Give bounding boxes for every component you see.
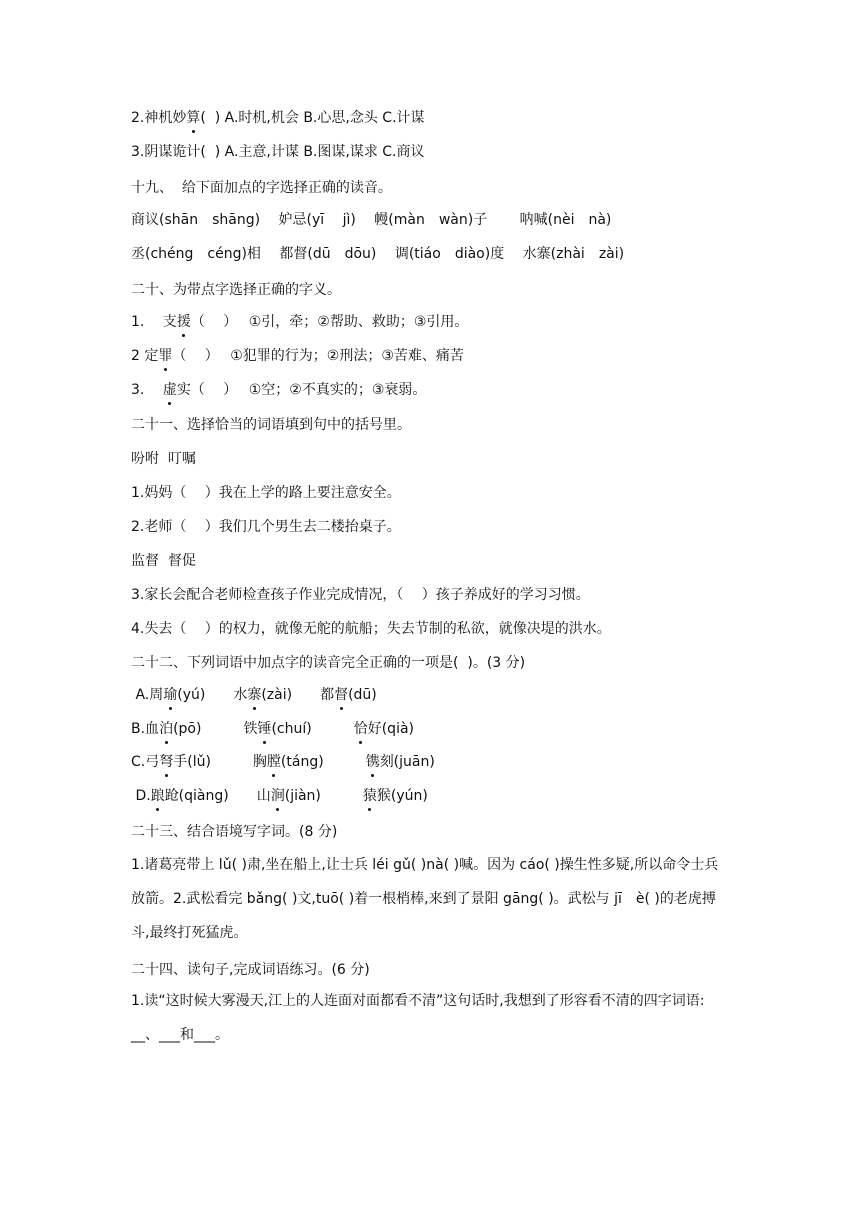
word-options: 吩咐 叮嘱 bbox=[131, 451, 196, 467]
question-line: 1.妈妈（ ）我在上学的路上要注意安全。 bbox=[131, 485, 401, 501]
section-heading: 二十四、读句子,完成词语练习。(6 分) bbox=[131, 962, 370, 978]
option-a: A.周瑜(yú) 水寨(zài) 都督(dū) bbox=[131, 687, 377, 703]
option-c: C.弓弩手(lǔ) 胸膛(táng) 镌刻(juān) bbox=[131, 754, 435, 770]
section-heading: 二十三、结合语境写字词。(8 分) bbox=[131, 824, 338, 840]
question-line: 2.神机妙算( ) A.时机,机会 B.心思,念头 C.计谋 bbox=[131, 110, 425, 126]
question-line: 4.失去（ ）的权力，就像无舵的航船；失去节制的私欲，就像决堤的洪水。 bbox=[131, 621, 611, 637]
pinyin-choices: 丞(chéng céng)相 都督(dū dōu) 调(tiáo diào)度 水寨(zhài zài) bbox=[131, 246, 625, 262]
paragraph: 1.诸葛亮带上 lǔ( )肃,坐在船上,让士兵 léi gǔ( )nà( )喊。因为 cáo( )操生性多疑,所以命令士兵放箭。2.武松看完 bǎng( )文,tuō( )着一根梢棒,来到了景阳 gāng( )。武松与 jī è( )的老虎搏斗,最终打死猛虎。 bbox=[131, 857, 719, 941]
question-line: 2 定罪（ ） ①犯罪的行为；②刑法；③苦难、痛苦 bbox=[131, 348, 464, 364]
section-heading: 十九、 给下面加点的字选择正确的读音。 bbox=[131, 180, 392, 196]
question-line: 1. 支援（ ） ①引，牵；②帮助、救助；③引用。 bbox=[131, 314, 469, 330]
question-line: 3.家长会配合老师检查孩子作业完成情况，（ ）孩子养成好的学习习惯。 bbox=[131, 587, 590, 603]
question-line: 3.阴谋诡计( ) A.主意,计谋 B.图谋,谋求 C.商议 bbox=[131, 144, 425, 160]
section-heading: 二十二、下列词语中加点字的读音完全正确的一项是( )。(3 分) bbox=[131, 655, 526, 671]
option-d: D.踉跄(qiàng) 山涧(jiàn) 猿猴(yún) bbox=[131, 788, 428, 804]
question-line: 2.老师（ ）我们几个男生去二楼抬桌子。 bbox=[131, 519, 401, 535]
paragraph: 1.读“这时候大雾漫天,江上的人连面对面都看不清”这句话时,我想到了形容看不清的四字词语: __、___和___。 bbox=[131, 993, 705, 1043]
section-heading: 二十一、选择恰当的词语填到句中的括号里。 bbox=[131, 417, 411, 433]
section-heading: 二十、为带点字选择正确的字义。 bbox=[131, 282, 341, 298]
option-b: B.血泊(pō) 铁锤(chuí) 恰好(qià) bbox=[131, 721, 414, 737]
question-line: 3. 虚实（ ） ①空；②不真实的；③衰弱。 bbox=[131, 382, 427, 398]
word-options: 监督 督促 bbox=[131, 553, 196, 569]
pinyin-choices: 商议(shān shāng) 妒忌(yī jì) 幔(màn wàn)子 呐喊(nèi nà) bbox=[131, 212, 612, 228]
